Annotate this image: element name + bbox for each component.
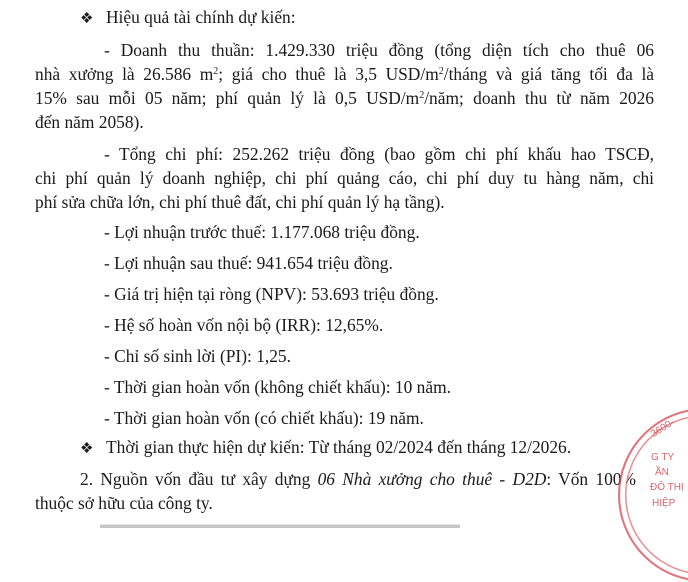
revenue-line-1: - Doanh thu thuần: 1.429.330 triệu đồng (tổng diện tích cho thuê 06: [104, 40, 654, 60]
metric-item: - Lợi nhuận trước thuế: 1.177.068 triệu đồng.: [104, 222, 420, 242]
metric-item: - Thời gian hoàn vốn (không chiết khấu): 10 năm.: [104, 377, 451, 397]
superscript: 2: [438, 66, 444, 77]
cutoff-line-fragment: [100, 522, 460, 528]
revenue-year-text: /năm; doanh thu từ năm 2026: [424, 88, 654, 108]
cost-line-1: - Tổng chi phí: 252.262 triệu đồng (bao gồm chi phí khấu hao TSCĐ,: [104, 144, 654, 164]
funding-suffix: : Vốn 100%: [546, 469, 636, 489]
revenue-increase-text: /tháng và giá tăng tối đa là: [443, 64, 654, 84]
diamond-bullet-icon: ❖: [80, 441, 94, 457]
revenue-fee-text: 15% sau mỗi 05 năm; phí quản lý là 0,5 USD/m: [35, 88, 420, 108]
cost-line-2: chi phí quản lý doanh nghiệp, chi phí quảng cáo, chi phí duy tu hàng năm, chi: [35, 168, 654, 188]
stamp-text-3: ĐÔ THỊ: [650, 482, 684, 493]
metric-item: - Chỉ số sinh lời (PI): 1,25.: [104, 346, 291, 366]
revenue-line-4: đến năm 2058).: [35, 112, 144, 132]
stamp-text-4: HIỆP: [652, 498, 676, 509]
stamp-text-1: G TY: [651, 452, 675, 463]
revenue-line-3: [35, 87, 654, 109]
cost-line-3: phí sửa chữa lớn, chi phí thuê đất, chi phí quản lý hạ tầng).: [35, 192, 445, 212]
section-heading-text: Hiệu quả tài chính dự kiến:: [106, 7, 296, 27]
funding-line-2: thuộc sở hữu của công ty.: [35, 493, 213, 513]
stamp-text-2: ẦN: [655, 467, 669, 478]
timeline-text: Thời gian thực hiện dự kiến: Từ tháng 02/2024 đến tháng 12/2026.: [106, 437, 572, 457]
timeline-line: [80, 436, 571, 460]
revenue-line-2: [35, 63, 654, 85]
stamp-number: 3600-: [649, 417, 677, 440]
superscript: 2: [213, 66, 219, 77]
revenue-price-text: ; giá cho thuê là 3,5 USD/m: [218, 64, 439, 84]
metric-item: - Thời gian hoàn vốn (có chiết khấu): 19 năm.: [104, 408, 424, 428]
funding-prefix: 2. Nguồn vốn đầu tư xây dựng: [80, 469, 318, 489]
section-heading: [80, 6, 296, 30]
funding-line-1: [80, 468, 636, 490]
diamond-bullet-icon: ❖: [80, 11, 94, 27]
metric-item: - Lợi nhuận sau thuế: 941.654 triệu đồng.: [104, 253, 393, 273]
metric-item: - Giá trị hiện tại ròng (NPV): 53.693 triệu đồng.: [104, 284, 439, 304]
superscript: 2: [419, 90, 425, 101]
revenue-area-text: nhà xưởng là 26.586 m: [35, 64, 214, 84]
metric-item: - Hệ số hoàn vốn nội bộ (IRR): 12,65%.: [104, 315, 384, 335]
funding-project-name: 06 Nhà xưởng cho thuê - D2D: [317, 469, 547, 489]
